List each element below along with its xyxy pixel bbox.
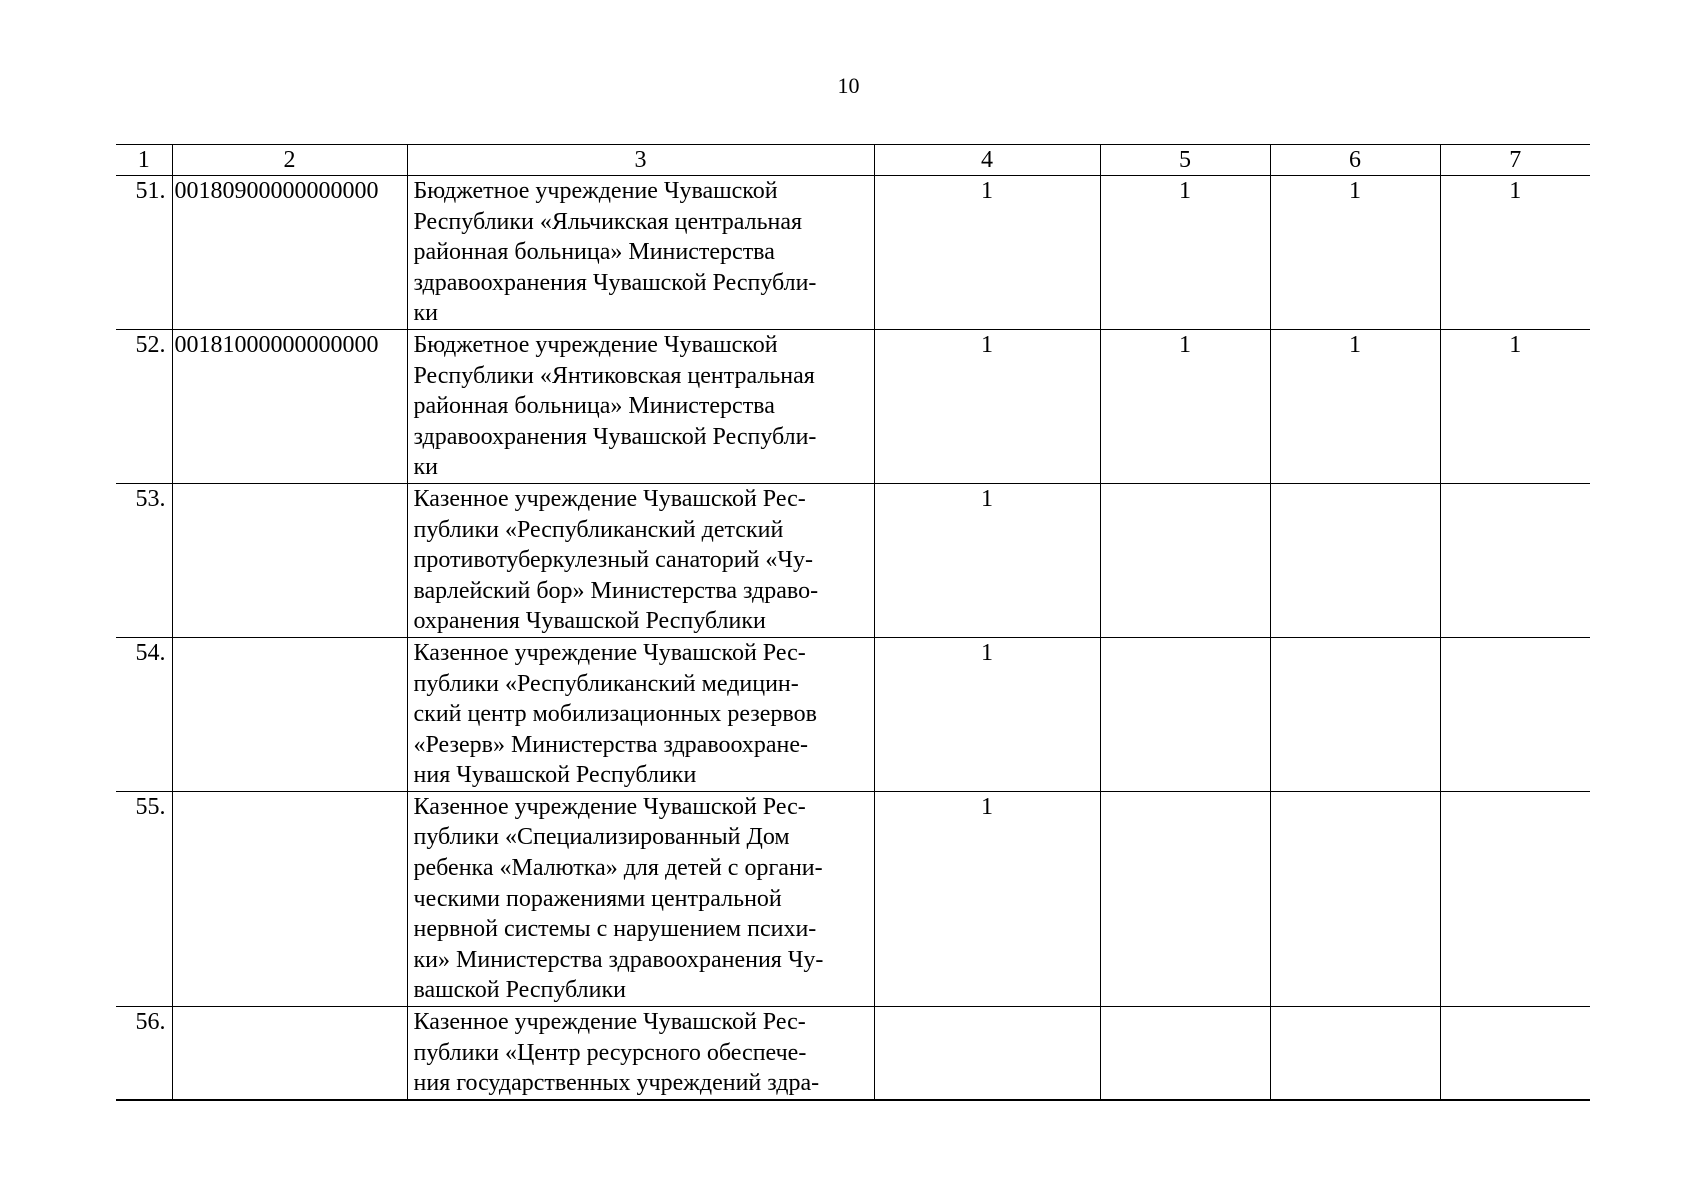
column-7-value: 1	[1440, 329, 1590, 483]
column-header-2: 2	[172, 145, 407, 176]
column-7-value	[1440, 791, 1590, 1006]
table-row	[116, 483, 1590, 637]
table-row	[116, 1007, 1590, 1101]
column-header-5: 5	[1100, 145, 1270, 176]
column-7-value	[1440, 483, 1590, 637]
column-header-6: 6	[1270, 145, 1440, 176]
institution-code	[172, 791, 407, 1006]
header-row	[116, 145, 1590, 176]
column-4-value: 1	[874, 791, 1100, 1006]
column-6-value: 1	[1270, 329, 1440, 483]
table-row	[116, 791, 1590, 1006]
register-table	[116, 144, 1590, 1101]
column-4-value	[874, 1007, 1100, 1101]
column-6-value	[1270, 637, 1440, 791]
table-row	[116, 637, 1590, 791]
institution-name: Казенное учреждение Чувашской Рес- публики «Специализированный Дом ребенка «Малютка» для детей с органи- ческими поражениями центральной нервной системы с нарушением психи- ки» Министерства здравоохранения Чу- вашской Республики	[407, 791, 874, 1006]
column-7-value	[1440, 637, 1590, 791]
page-number: 10	[837, 73, 860, 98]
row-number: 51.	[116, 176, 172, 330]
row-number: 52.	[116, 329, 172, 483]
column-5-value	[1100, 1007, 1270, 1101]
institution-name: Казенное учреждение Чувашской Рес- публики «Республиканский детский противотуберкулезный санаторий «Чу- варлейский бор» Министерства здраво- охранения Чувашской Республики	[407, 483, 874, 637]
column-5-value: 1	[1100, 329, 1270, 483]
institution-name: Бюджетное учреждение Чувашской Республики «Яльчикская центральная районная больница» Министерства здравоохранения Чувашской Республи- ки	[407, 176, 874, 330]
institution-code: 00181000000000000	[172, 329, 407, 483]
column-4-value: 1	[874, 637, 1100, 791]
column-4-value: 1	[874, 483, 1100, 637]
institution-code	[172, 1007, 407, 1101]
row-number: 56.	[116, 1007, 172, 1101]
row-number: 53.	[116, 483, 172, 637]
institution-name: Казенное учреждение Чувашской Рес- публики «Центр ресурсного обеспече- ния государственных учреждений здра-	[407, 1007, 874, 1101]
row-number: 54.	[116, 637, 172, 791]
institution-code: 00180900000000000	[172, 176, 407, 330]
column-5-value	[1100, 791, 1270, 1006]
column-5-value: 1	[1100, 176, 1270, 330]
column-6-value: 1	[1270, 176, 1440, 330]
institution-code	[172, 483, 407, 637]
column-6-value	[1270, 791, 1440, 1006]
column-5-value	[1100, 637, 1270, 791]
column-6-value	[1270, 483, 1440, 637]
column-header-7: 7	[1440, 145, 1590, 176]
institution-name: Казенное учреждение Чувашской Рес- публики «Республиканский медицин- ский центр мобилизационных резервов «Резерв» Министерства здравоохране- ния Чувашской Республики	[407, 637, 874, 791]
column-7-value: 1	[1440, 176, 1590, 330]
column-4-value: 1	[874, 176, 1100, 330]
column-header-4: 4	[874, 145, 1100, 176]
column-header-1: 1	[116, 145, 172, 176]
institution-code	[172, 637, 407, 791]
institution-name: Бюджетное учреждение Чувашской Республики «Янтиковская центральная районная больница» Министерства здравоохранения Чувашской Республи- ки	[407, 329, 874, 483]
column-6-value	[1270, 1007, 1440, 1101]
table-row	[116, 176, 1590, 330]
column-4-value: 1	[874, 329, 1100, 483]
row-number: 55.	[116, 791, 172, 1006]
column-header-3: 3	[407, 145, 874, 176]
table-row	[116, 329, 1590, 483]
column-7-value	[1440, 1007, 1590, 1101]
column-5-value	[1100, 483, 1270, 637]
